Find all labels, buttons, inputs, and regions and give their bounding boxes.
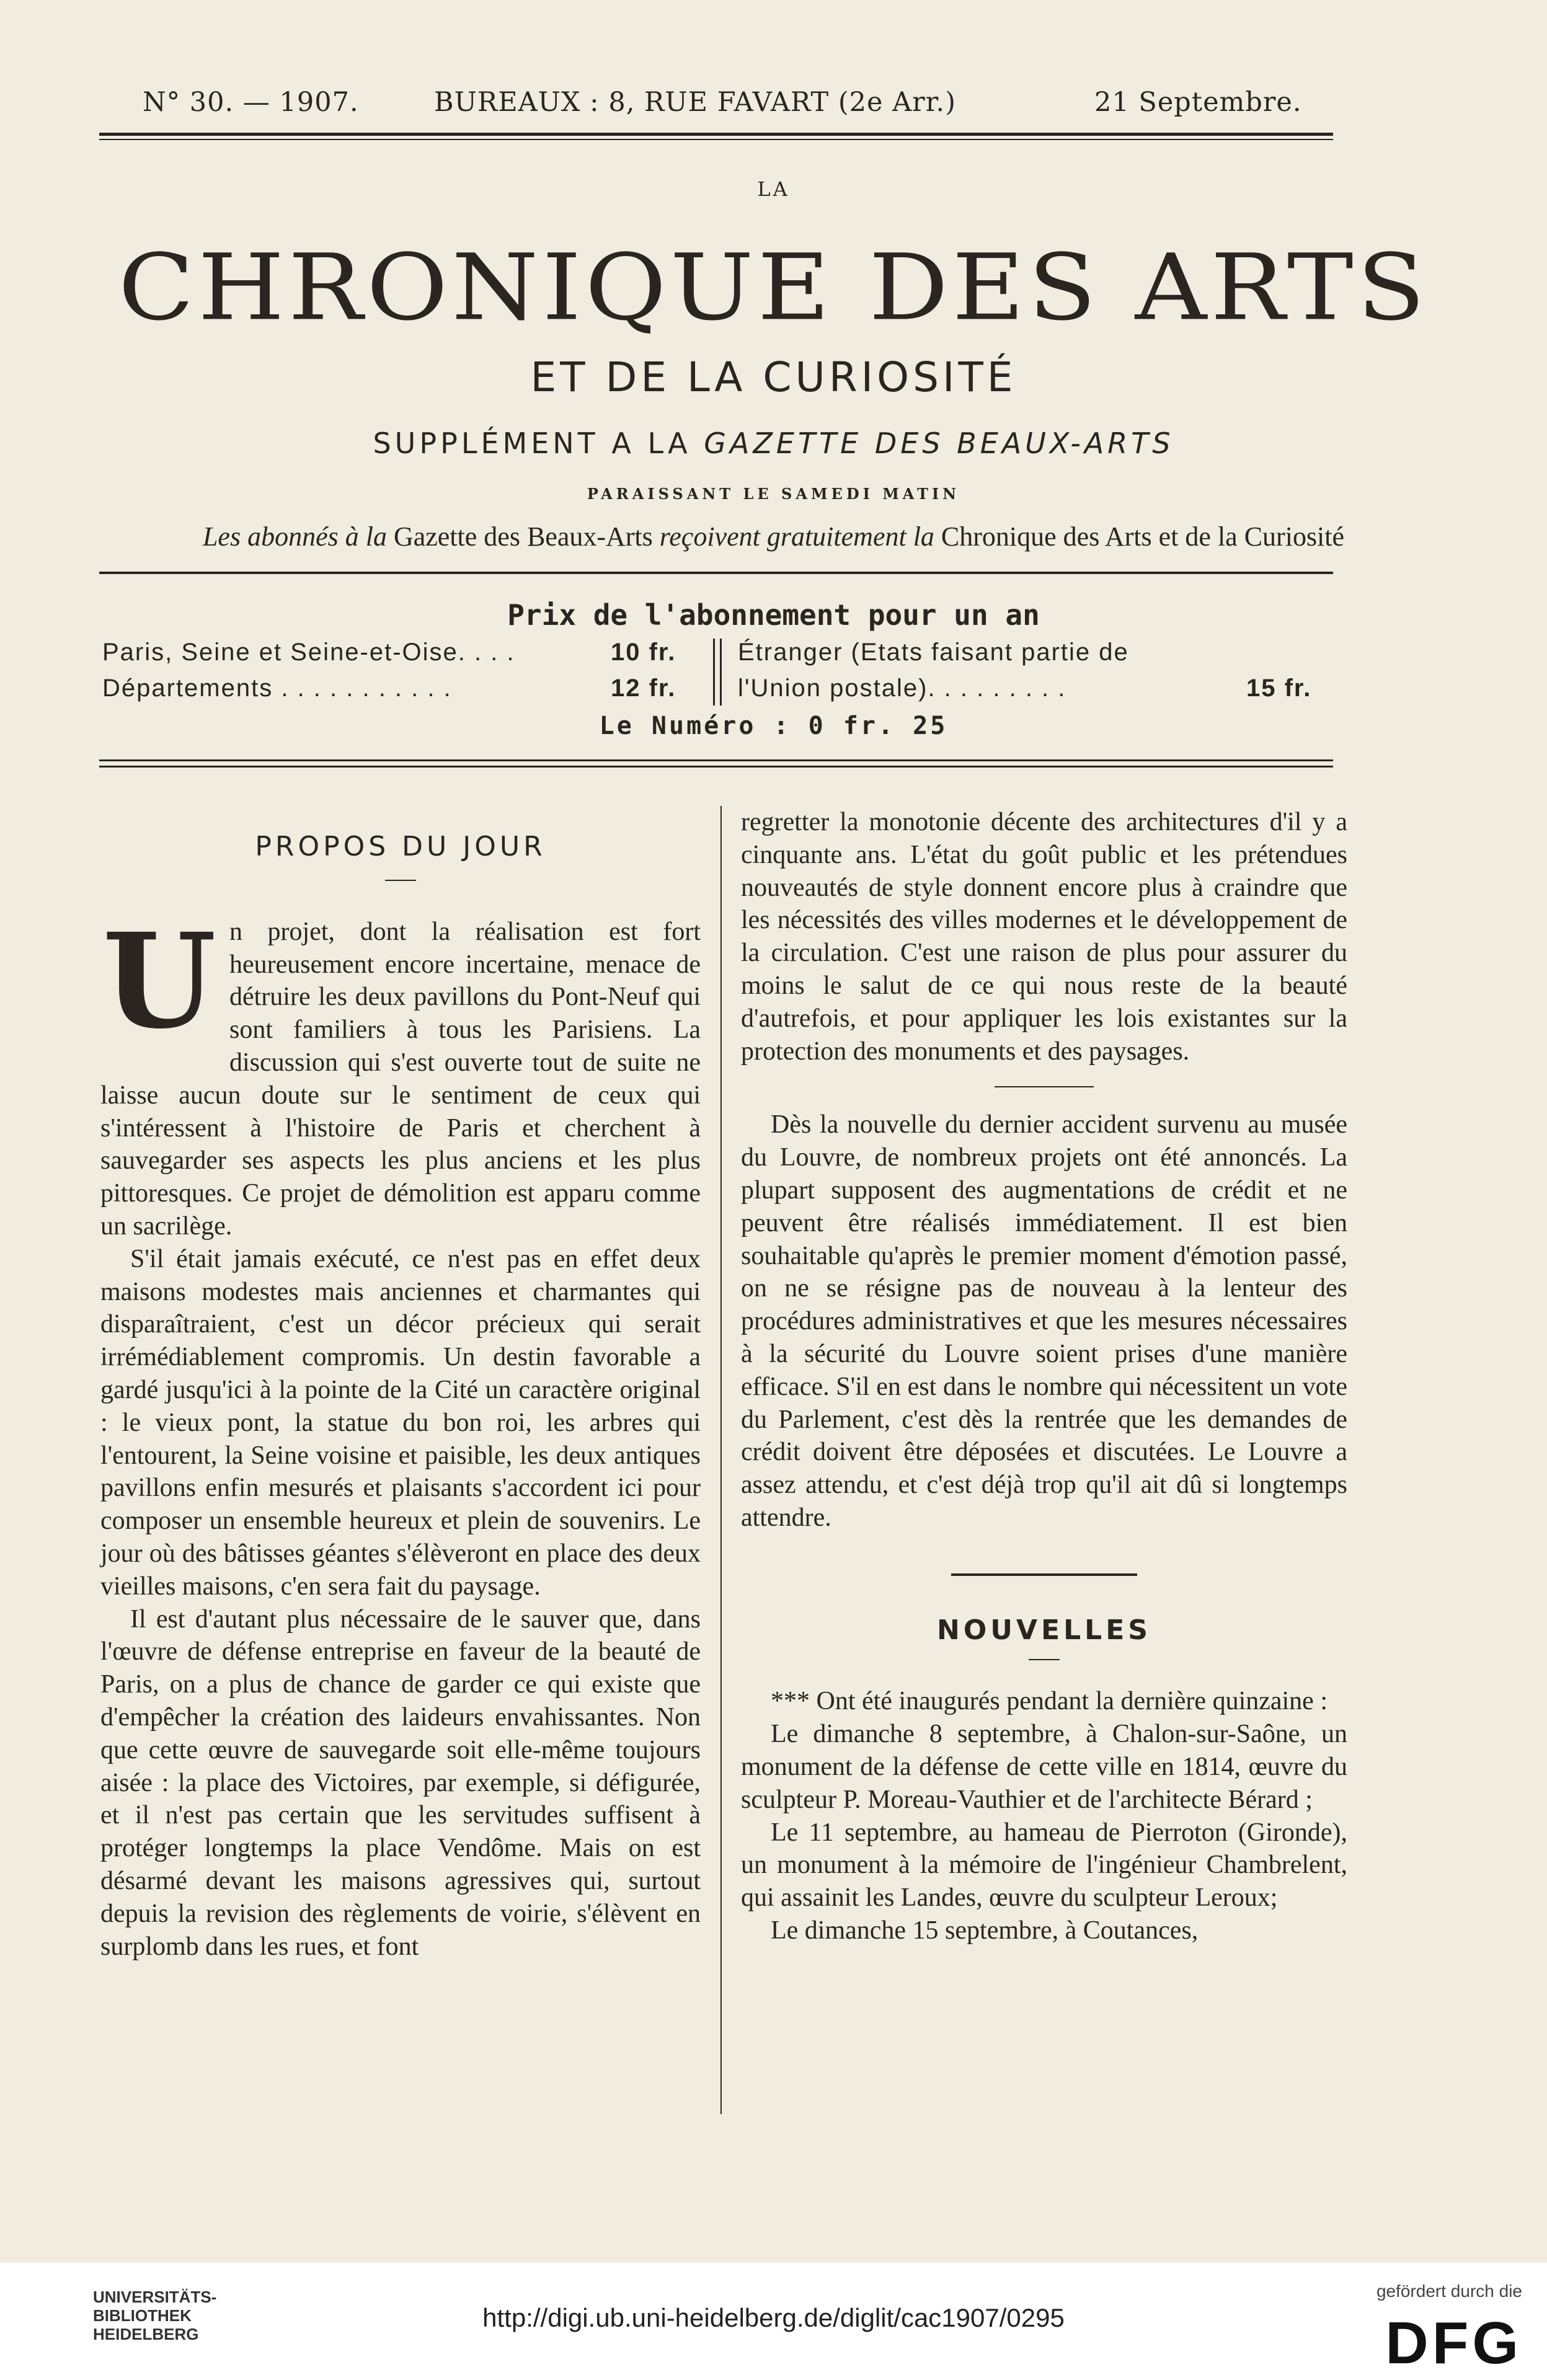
subscription-title: Prix de l'abonnement pour un an — [507, 598, 1040, 632]
propos-du-jour-column — [100, 806, 701, 1963]
header-rule-thin — [99, 139, 1333, 140]
nouvelles-item-pierroton: Le 11 septembre, au hameau de Pierroton (Gironde), un monument à la mémoire de l'ingénieur Chambrelent, qui assainit les Landes, œuvre du sculpteur Leroux; — [741, 1818, 1347, 1913]
subscriber-note-part3: reçoivent gratuitement la — [659, 521, 934, 552]
masthead-title: CHRONIQUE DES ARTS — [118, 234, 1429, 341]
masthead-subtitle: ET DE LA CURIOSITÉ — [530, 353, 1017, 401]
funded-by-label: gefördert durch die — [1376, 2281, 1522, 2301]
propos-paragraph-1-text: n projet, dont la réalisation est fort heureusement encore incertaine, menace de détruire les deux pavillons du Pont-Neuf qui sont familiers à tous les Parisiens. La discussion qui s'est ouverte tout de suite ne laisse aucun doute sur le sentiment de ceux qui s'intéressent à l'histoire de Paris et cherchent à sauvegarder ses aspects les plus anciens et les plus pittoresques. Ce projet de démolition est apparu comme un sacrilège. — [100, 917, 701, 1241]
etranger-rate-price: 15 fr. — [1246, 675, 1312, 702]
propos-du-jour-heading: PROPOS DU JOUR — [255, 831, 546, 862]
propos-paragraph-3: Il est d'autant plus nécessaire de le sauver que, dans l'œuvre de défense entreprise en faveur de la beauté de Paris, on a plus de chance de garder ce qui existe que d'empêcher la création des laideurs envahissantes. Non que cette œuvre de sauvegarde soit elle-même toujours aisée : la place des Victoires, par exemple, si défigurée, et il n'est pas certain que les servitudes suffisent à protéger longtemps la place Vendôme. Mais on est désarmé devant les maisons agressives qui, surtout depuis la revision des règlements de voirie, s'élèvent en surplomb dans les rues, et font — [100, 1604, 701, 1961]
dfg-logo: DFG — [1385, 2310, 1522, 2376]
ornament-rule — [951, 1573, 1137, 1576]
publication-schedule: PARAISSANT LE SAMEDI MATIN — [587, 485, 960, 503]
supplement-prefix: SUPPLÉMENT A LA — [373, 427, 704, 460]
nouvelles-dash — [1029, 1659, 1060, 1660]
subscription-divider-2 — [720, 639, 722, 706]
issue-header — [143, 87, 1321, 124]
departements-rate-price: 12 fr. — [611, 675, 676, 702]
subscriber-note-part1: Les abonnés à la — [202, 521, 387, 552]
right-column — [741, 806, 1347, 1947]
single-issue-price: Le Numéro : 0 fr. 25 — [599, 712, 948, 740]
library-logo-text: UNIVERSITÄTS- BIBLIOTHEK HEIDELBERG — [93, 2288, 217, 2343]
louvre-paragraph: Dès la nouvelle du dernier accident survenu au musée du Louvre, de nombreux projets ont été annoncés. La plupart supposent des augmentations de crédit et ne peuvent être réalisés immédiatement. Il est bien souhaitable qu'après le premier moment d'émotion passé, on ne se résigne pas de nouveau à la lenteur des procédures administratives et que les mesures nécessaires à la sécurité du Louvre soient prises d'une manière efficace. S'il en est dans le nombre qui nécessitent un vote du Parlement, c'est dès la rentrée que les demandes de crédit doivent être déposées et discutées. Le Louvre a assez attendu, et c'est déjà trop qu'il ait dû si longtemps attendre. — [741, 1110, 1347, 1532]
subscriber-note-part4: Chronique des Arts et de la Curiosité — [934, 521, 1345, 552]
subscriber-note — [0, 521, 1547, 552]
departements-rate-label: Départements . . . . . . . . . . . — [102, 675, 452, 702]
source-url-link[interactable]: http://digi.ub.uni-heidelberg.de/diglit/cac1907/0295 — [482, 2303, 1065, 2332]
nouvelles-item-chalon: Le dimanche 8 septembre, à Chalon-sur-Saône, un monument de la défense de cette ville en 1814, œuvre du sculpteur P. Moreau-Vauthier et de l'architecte Bérard ; — [741, 1720, 1347, 1814]
paris-rate-label: Paris, Seine et Seine-et-Oise. . . . — [102, 639, 515, 666]
propos-continued-paragraph: regretter la monotonie décente des architectures d'il y a cinquante ans. L'état du goût public et les prétendues nouveautés de style donnent encore plus à craindre que les nécessités des villes modernes et le développement de la circulation. C'est une raison de plus pour assurer du moins le salut de ce qui nous reste de la beauté d'autrefois, et pour appliquer les lois existantes sur la protection des monuments et des paysages. — [741, 808, 1347, 1066]
nouvelles-item-coutances: Le dimanche 15 septembre, à Coutances, — [771, 1916, 1199, 1945]
propos-paragraph-2: S'il était jamais exécuté, ce n'est pas en effet deux maisons modestes mais anciennes et charmantes qui disparaîtraient, c'est un décor précieux qui serait irrémédiablement compromis. Un destin favorable a gardé jusqu'ici à la pointe de la Cité un caractère original : le vieux pont, la statue du bon roi, les arbres qui l'entourent, la Seine voisine et paisible, les deux antiques pavillons enfin mesurés et plaisants s'accordent ici pour composer un ensemble heureux et plein de souvenirs. Le jour où des bâtisses géantes s'élèveront en place des deux vieilles maisons, c'en sera fait du paysage. — [100, 1244, 701, 1601]
nouvelles-intro: *** Ont été inaugurés pendant la dernière quinzaine : — [771, 1687, 1328, 1716]
masthead-la: LA — [757, 177, 790, 201]
header-rule — [99, 133, 1333, 136]
subscription-rule-2 — [99, 766, 1333, 768]
subscriber-note-part2: Gazette des Beaux-Arts — [386, 521, 660, 552]
subscription-divider-1 — [713, 639, 715, 706]
nouvelles-heading: NOUVELLES — [937, 1614, 1151, 1646]
dropcap-initial: U — [102, 904, 216, 1058]
section-separator — [995, 1086, 1094, 1087]
masthead-rule — [99, 572, 1333, 574]
issue-date: 21 Septembre. — [1094, 87, 1302, 118]
supplement-line — [0, 427, 1547, 460]
paris-rate-price: 10 fr. — [611, 639, 676, 666]
propos-paragraph-1 — [100, 904, 701, 1243]
etranger-rate-label-2: l'Union postale). . . . . . . . . — [738, 675, 1066, 702]
digitization-footer — [0, 2263, 1547, 2380]
etranger-rate-label-1: Étranger (Etats faisant partie de — [738, 639, 1129, 666]
supplement-gazette: GAZETTE DES BEAUX-ARTS — [704, 427, 1174, 460]
issue-number: N° 30. — 1907. — [143, 87, 359, 118]
bureaux-address: BUREAUX : 8, RUE FAVART (2e Arr.) — [434, 87, 957, 118]
subscription-rule-1 — [99, 759, 1333, 761]
heading-dash — [385, 880, 416, 881]
column-divider — [720, 806, 722, 2114]
ornament-divider — [741, 1558, 1347, 1591]
